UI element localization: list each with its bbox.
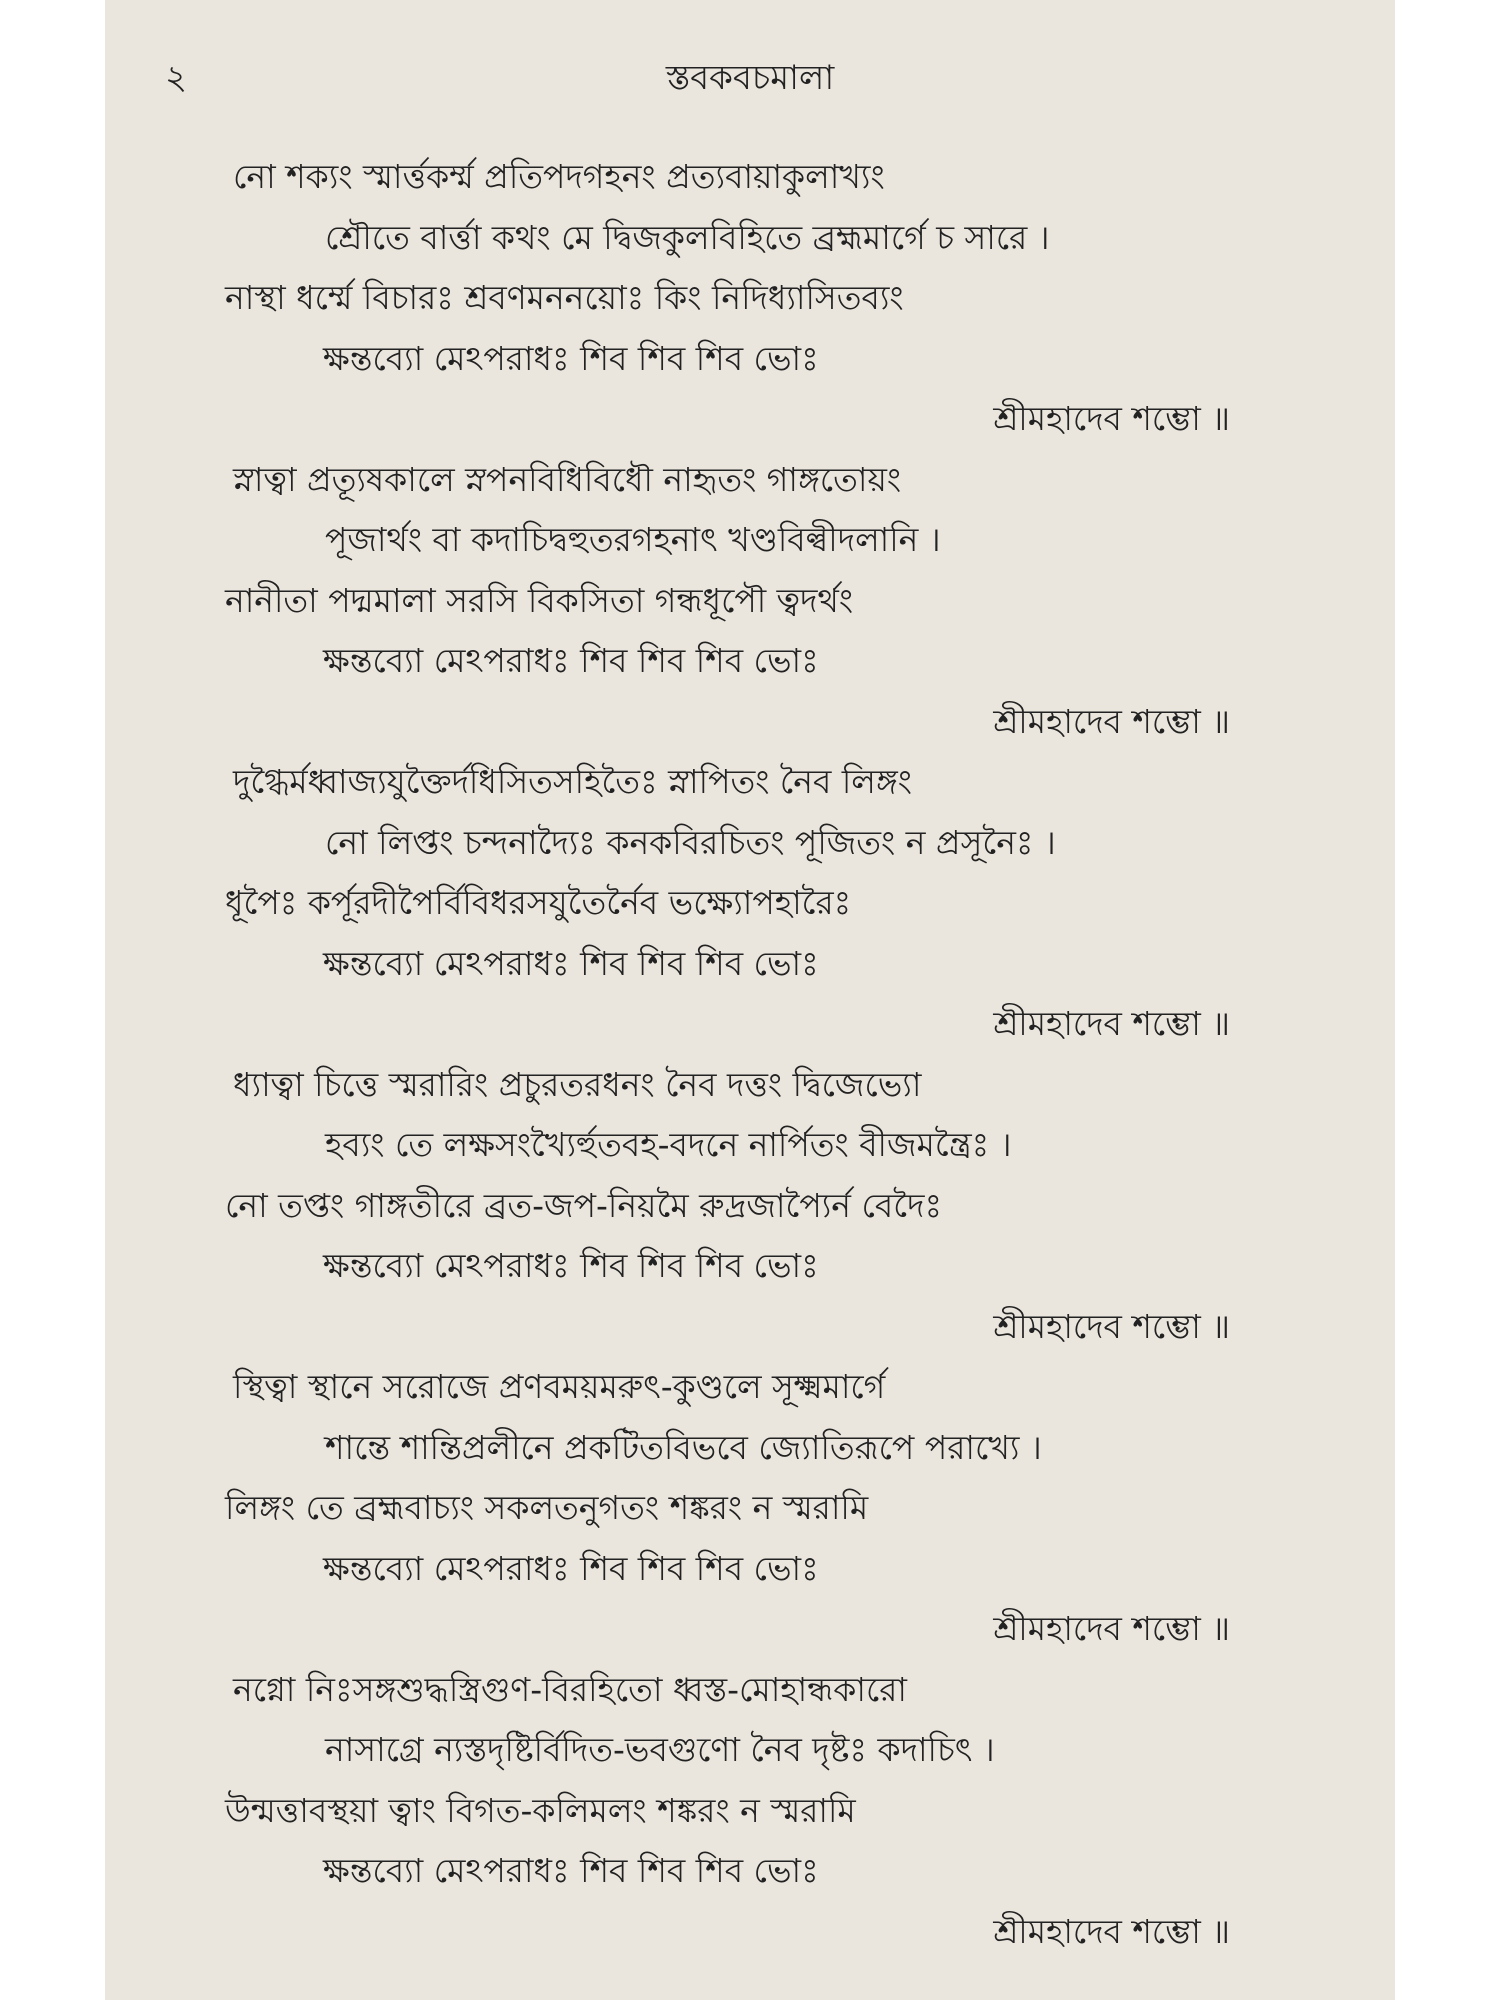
verse-line: ধ্যাত্বা চিত্তে স্মরারিং প্রচুরতরধনং নৈব দত্তং দ্বিজেভ্যো — [233, 1064, 922, 1104]
refrain-closing: শ্রীমহাদেব শম্ভো ॥ — [993, 399, 1230, 438]
refrain-line: ক্ষন্তব্যো মেঽপরাধঃ শিব শিব শিব ভোঃ — [323, 338, 819, 378]
verse-line: নো লিপ্তং চন্দনাদ্যৈঃ কনকবিরচিতং পূজিতং ন প্রসূনৈঃ । — [325, 822, 1056, 862]
refrain-closing: শ্রীমহাদেব শম্ভো ॥ — [993, 1306, 1230, 1346]
page-number: ২ — [165, 58, 188, 98]
refrain-closing: শ্রীমহাদেব শম্ভো ॥ — [993, 1004, 1230, 1043]
refrain-line: ক্ষন্তব্যো মেঽপরাধঃ শিব শিব শিব ভোঃ — [323, 641, 819, 680]
book-page — [105, 0, 1395, 2000]
verse-line: নো তপ্তং গাঙ্গতীরে ব্রত-জপ-নিয়মৈ রুদ্রজাপ্যৈর্ন বেদৈঃ — [225, 1185, 943, 1225]
verse-line: নগ্নো নিঃসঙ্গশুদ্ধস্ত্রিগুণ-বিরহিতো ধ্বস্ত-মোহান্ধকারো — [233, 1669, 907, 1709]
verse-line: পূজার্থং বা কদাচিদ্বহুতরগহনাৎ খণ্ডবিল্বীদলানি । — [325, 520, 941, 559]
page-header — [105, 52, 1395, 102]
verse-line: স্নাত্বা প্রত্যূষকালে স্নপনবিধিবিধৌ নাহৃতং গাঙ্গতোয়ং — [233, 459, 902, 499]
verse-line: নো শক্যং স্মার্ত্তকর্ম্ম প্রতিপদগহনং প্রত্যবায়াকুলাখ্যং — [233, 157, 885, 196]
verse-line: শান্তে শান্তিপ্রলীনে প্রকটিতবিভবে জ্যোতিরূপে পরাখ্যে । — [325, 1427, 1042, 1467]
verse-line: ধূপৈঃ কর্পূরদীপৈর্বিবিধরসযুতৈর্নৈব ভক্ষ্যোপহারৈঃ — [225, 883, 852, 922]
refrain-closing: শ্রীমহাদেব শম্ভো ॥ — [993, 1911, 1230, 1951]
refrain-closing: শ্রীমহাদেব শম্ভো ॥ — [993, 1609, 1230, 1648]
verse-line: লিঙ্গং তে ব্রহ্মবাচ্যং সকলতনুগতং শঙ্করং ন স্মরামি — [225, 1488, 869, 1527]
verse-line: নাসাগ্রে ন্যস্তদৃষ্টির্বিদিত-ভবগুণো নৈব দৃষ্টঃ কদাচিৎ । — [325, 1730, 995, 1769]
verse-line: নানীতা পদ্মমালা সরসি বিকসিতা গন্ধধূপৌ ত্বদর্থং — [225, 580, 854, 620]
verse-line: হব্যং তে লক্ষসংখ্যৈর্হুতবহ-বদনে নার্পিতং বীজমন্ত্রৈঃ । — [325, 1125, 1012, 1164]
refrain-line: ক্ষন্তব্যো মেঽপরাধঃ শিব শিব শিব ভোঃ — [323, 1246, 819, 1285]
refrain-line: ক্ষন্তব্যো মেঽপরাধঃ শিব শিব শিব ভোঃ — [323, 1851, 819, 1890]
refrain-line: ক্ষন্তব্যো মেঽপরাধঃ শিব শিব শিব ভোঃ — [323, 1548, 819, 1588]
verse-line: দুগ্ধৈর্মধ্বাজ্যযুক্তৈর্দধিসিতসহিতৈঃ স্নাপিতং নৈব লিঙ্গং — [233, 762, 912, 801]
verse-line: নাস্থা ধর্ম্মে বিচারঃ শ্রবণমননয়োঃ কিং নিদিধ্যাসিতব্যং — [225, 278, 904, 317]
refrain-line: ক্ষন্তব্যো মেঽপরাধঃ শিব শিব শিব ভোঃ — [323, 943, 819, 983]
running-title: স্তবকবচমালা — [665, 58, 835, 98]
verse-line: শ্রৌতে বার্ত্তা কথং মে দ্বিজকুলবিহিতে ব্রহ্মমার্গে চ সারে । — [325, 217, 1050, 257]
verse-line: স্থিত্বা স্থানে সরোজে প্রণবময়মরুৎ-কুণ্ডলে সূক্ষ্মমার্গে — [233, 1367, 886, 1406]
refrain-closing: শ্রীমহাদেব শম্ভো ॥ — [993, 701, 1230, 741]
verse-line: উন্মত্তাবস্থয়া ত্বাং বিগত-কলিমলং শঙ্করং ন স্মরামি — [225, 1790, 856, 1830]
